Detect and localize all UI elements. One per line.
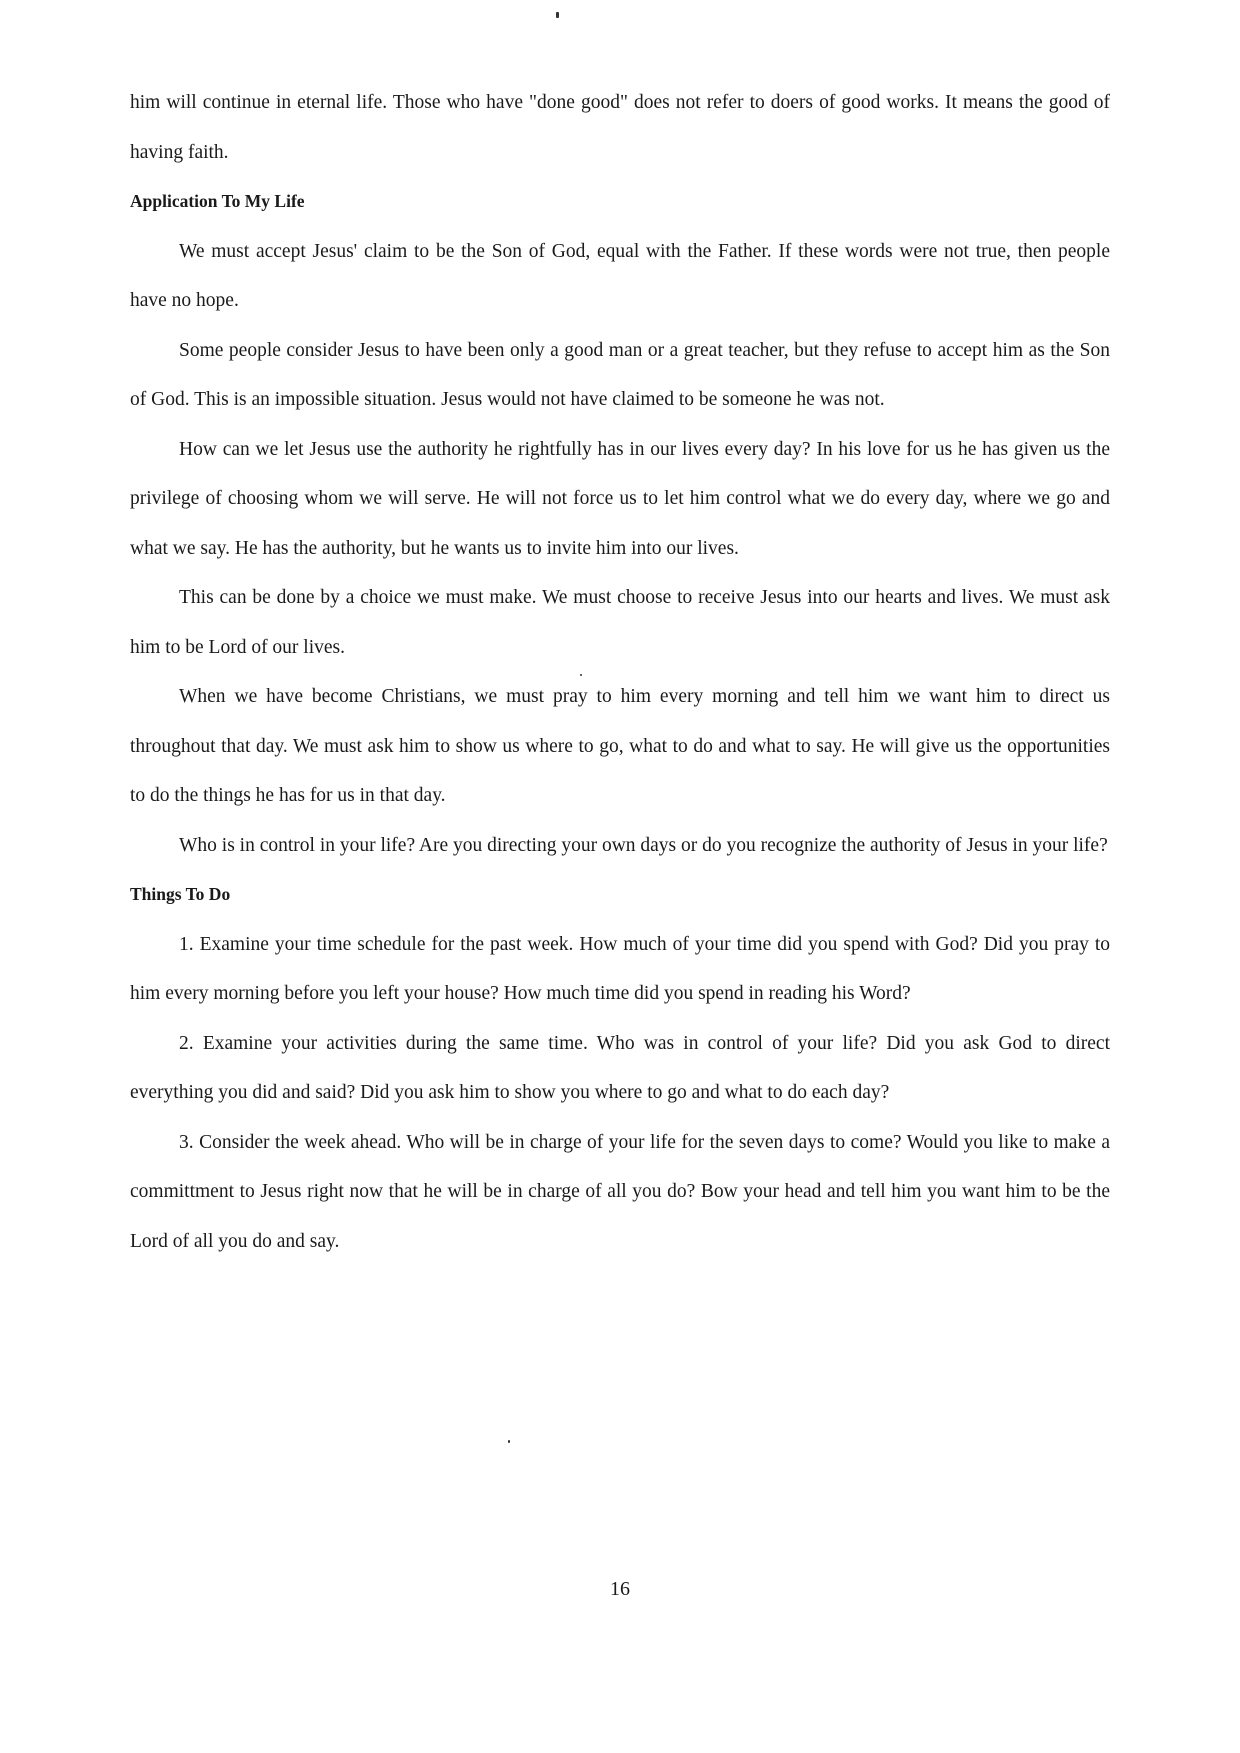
paragraph: Who is in control in your life? Are you directing your own days or do you recognize the authority of Jesus in your life? <box>179 834 1108 856</box>
numbered-item: 3. Consider the week ahead. Who will be in charge of your life for the seven days to come? Would you like to make a committment to Jesus right now that he will be in charge of all you do? Bow your head and tell him you want him to be the Lord of all you do and say. <box>130 1131 1110 1252</box>
numbered-item: 1. Examine your time schedule for the past week. How much of your time did you spend with God? Did you pray to him every morning before you left your house? How much time did you spend in reading his Word? <box>130 933 1110 1004</box>
paragraph: How can we let Jesus use the authority he rightfully has in our lives every day? In his love for us he has given us the privilege of choosing whom we will serve. He will not force us to let him control what we do every day, where we go and what we say. He has the authority, but he wants us to invite him into our lives. <box>130 438 1110 559</box>
paragraph: When we have become Christians, we must pray to him every morning and tell him we want him to direct us throughout that day. We must ask him to show us where to go, what to do and what to say. He will give us the opportunities to do the things he has for us in that day. <box>130 686 1110 806</box>
continued-paragraph: him will continue in eternal life. Those who have "done good" does not refer to doers of good works. It means the good of having faith. <box>130 92 1110 163</box>
section-heading-application: Application To My Life <box>130 191 305 211</box>
page-number: 16 <box>610 1578 630 1600</box>
scan-speck <box>508 1440 510 1443</box>
paragraph: This can be done by a choice we must make. We must choose to receive Jesus into our hearts and lives. We must ask him to be Lord of our lives. <box>130 587 1110 658</box>
section-heading-things-to-do: Things To Do <box>130 884 231 904</box>
scan-speck <box>556 12 559 18</box>
document-page <box>130 78 1110 1266</box>
numbered-item: 2. Examine your activities during the same time. Who was in control of your life? Did you ask God to direct everything you did and said? Did you ask him to show you where to go and what to do each day? <box>130 1032 1110 1103</box>
paragraph: Some people consider Jesus to have been only a good man or a great teacher, but they refuse to accept him as the Son of God. This is an impossible situation. Jesus would not have claimed to be someone he was not. <box>130 339 1110 410</box>
paragraph: We must accept Jesus' claim to be the Son of God, equal with the Father. If these words were not true, then people have no hope. <box>130 240 1110 311</box>
